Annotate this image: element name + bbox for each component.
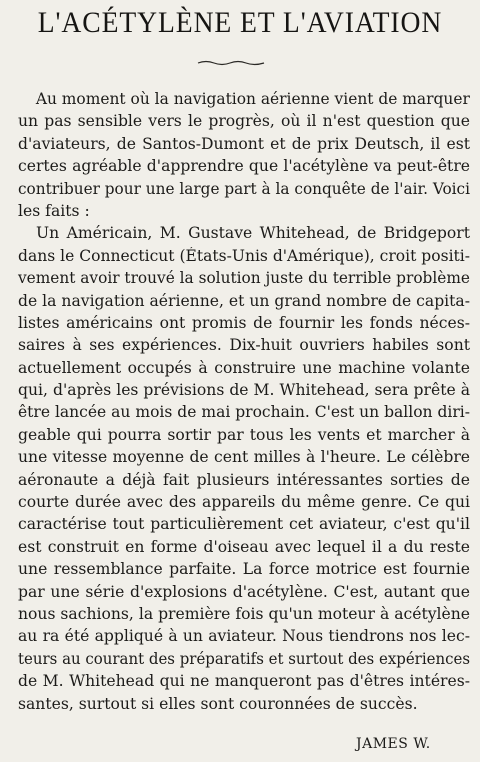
text-line: une vitesse moyenne de cent milles à l'heure. Le célèbre	[18, 448, 470, 467]
text-line: certes agréable d'apprendre que l'acétylène va peut-être	[18, 157, 470, 176]
text-line: qui, d'après les prévisions de M. Whitehead, sera prête à	[18, 381, 470, 400]
text-line: au ra été appliqué à un aviateur. Nous tiendrons nos lec-	[18, 627, 470, 646]
text-line: par une série d'explosions d'acétylène. C'est, autant que	[18, 582, 470, 601]
text-line: les faits :	[18, 201, 90, 220]
text-line: courte durée avec des appareils du même genre. Ce qui	[18, 493, 470, 512]
text-line: de M. Whitehead qui ne manqueront pas d'êtres intéres-	[18, 672, 470, 691]
text-line: santes, surtout si elles sont couronnées de succès.	[18, 694, 418, 713]
text-line: nous sachions, la première fois qu'un moteur à acétylène	[18, 604, 471, 623]
text-line: dans le Connecticut (États-Unis d'Amérique), croit positi-	[18, 246, 471, 265]
article-body	[18, 88, 470, 715]
text-line: listes américains ont promis de fournir les fonds néces-	[18, 313, 470, 332]
text-line: vement avoir trouvé la solution juste du terrible problème	[18, 269, 470, 288]
text-line: aéronaute a déjà fait plusieurs intéressantes sorties de	[18, 470, 470, 489]
text-line: de la navigation aérienne, et un grand nombre de capita-	[18, 291, 470, 310]
text-line: d'aviateurs, de Santos-Dumont et de prix Deutsch, il est	[18, 134, 470, 153]
text-line: Un Américain, M. Gustave Whitehead, de Bridgeport	[36, 224, 470, 243]
text-line: est construit en forme d'oiseau avec lequel il a du reste	[18, 537, 470, 556]
text-line: un pas sensible vers le progrès, où il n'est question que	[18, 112, 470, 131]
text-line: geable qui pourra sortir par tous les vents et marcher à	[18, 425, 470, 444]
text-line: teurs au courant des préparatifs et surtout des expériences	[18, 649, 471, 668]
text-line: être lancée au mois de mai prochain. C'est un ballon diri-	[18, 403, 471, 422]
text-line: caractérise tout particulièrement cet aviateur, c'est qu'il	[18, 515, 470, 534]
article-title: L'ACÉTYLÈNE ET L'AVIATION	[37, 6, 443, 39]
text-line: une ressemblance parfaite. La force motrice est fournie	[18, 560, 470, 579]
text-line: contribuer pour une large part à la conquête de l'air. Voici	[18, 179, 470, 198]
text-line: Au moment où la navigation aérienne vient de marquer	[35, 90, 470, 108]
text-line: actuellement occupés à construire une machine volante	[18, 358, 470, 377]
author-signature: JAMES W.	[356, 736, 431, 752]
title-ornament	[196, 60, 266, 66]
text-line: saires à ses expériences. Dix-huit ouvriers habiles sont	[18, 336, 470, 355]
